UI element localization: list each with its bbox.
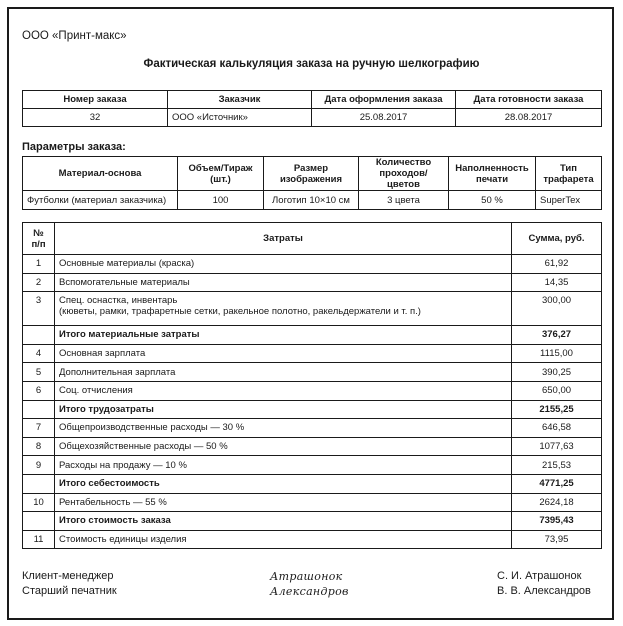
row-number: 6 (23, 381, 55, 400)
header-sum: Сумма, руб. (512, 223, 602, 255)
fill-value: 50 % (449, 191, 536, 210)
row-number: 5 (23, 363, 55, 382)
cost-name-text: Итого трудозатраты (59, 403, 154, 415)
row-number: 8 (23, 437, 55, 456)
row-number: 10 (23, 493, 55, 512)
header-image-size: Размер изображения (264, 157, 359, 191)
cost-sum: 7395,43 (512, 512, 602, 531)
cost-name-text: Общепроизводственные расходы — 30 % (59, 422, 245, 434)
header-number (23, 223, 55, 255)
cost-name (55, 530, 512, 549)
header-number-text: № п/п (31, 227, 46, 250)
material-value: Футболки (материал заказчика) (23, 191, 178, 210)
cost-name-text: Основная зарплата (59, 348, 146, 360)
table-row (23, 255, 602, 274)
cost-sum: 2624,18 (512, 493, 602, 512)
header-passes: Количество проходов/цветов (359, 157, 449, 191)
costs-table-header (23, 223, 602, 255)
cost-name-text: Дополнительная зарплата (59, 366, 176, 378)
table-row (23, 530, 602, 549)
cost-name-text: Соц. отчисления (59, 385, 133, 397)
table-row (23, 273, 602, 292)
cost-sum: 61,92 (512, 255, 602, 274)
header-costs: Затраты (55, 223, 512, 255)
table-row (23, 292, 602, 326)
cost-name (55, 400, 512, 419)
row-number (23, 512, 55, 531)
cost-name-text: Расходы на продажу — 10 % (59, 459, 187, 471)
signature-row-client-manager (22, 570, 592, 586)
header-ready-date: Дата готовности заказа (456, 91, 602, 109)
row-number (23, 326, 55, 345)
row-number: 1 (23, 255, 55, 274)
cost-name-text: Итого материальные затраты (59, 329, 200, 341)
row-number (23, 474, 55, 493)
header-order-number: Номер заказа (23, 91, 168, 109)
cost-name (55, 344, 512, 363)
cost-name (55, 474, 512, 493)
header-order-date: Дата оформления заказа (312, 91, 456, 109)
image-size-value: Логотип 10×10 см (264, 191, 359, 210)
row-number (23, 400, 55, 419)
signatory-name: В. В. Александров (497, 585, 591, 597)
stencil-type-value: SuperTex (536, 191, 602, 210)
cost-name-text: Рентабельность — 55 % (59, 496, 167, 508)
table-row (23, 437, 602, 456)
table-row (23, 381, 602, 400)
signature-role: Клиент-менеджер (22, 570, 114, 582)
cost-name (55, 255, 512, 274)
cost-sum: 650,00 (512, 381, 602, 400)
params-label: Параметры заказа: (22, 141, 126, 153)
customer-name: ООО «Источник» (168, 109, 312, 127)
table-row (23, 456, 602, 475)
cost-sum: 376,27 (512, 326, 602, 345)
row-number: 4 (23, 344, 55, 363)
order-table-header (23, 91, 602, 109)
cost-sum: 2155,25 (512, 400, 602, 419)
header-customer: Заказчик (168, 91, 312, 109)
params-table-row (23, 191, 602, 210)
cost-name-text: Вспомогательные материалы (59, 276, 190, 288)
cost-name (55, 437, 512, 456)
costs-table (22, 222, 602, 549)
total-row (23, 474, 602, 493)
cost-sum: 390,25 (512, 363, 602, 382)
cost-sum: 14,35 (512, 273, 602, 292)
cost-name (55, 273, 512, 292)
header-volume: Объем/Тираж (шт.) (178, 157, 264, 191)
cost-name-text: Стоимость единицы изделия (59, 534, 187, 546)
company-name: ООО «Принт-макс» (22, 30, 127, 42)
signature-role: Старший печатник (22, 585, 117, 597)
order-table (22, 90, 602, 127)
cost-sum: 4771,25 (512, 474, 602, 493)
table-row (23, 363, 602, 382)
cost-name-text: Основные материалы (краска) (59, 258, 195, 270)
ready-date: 28.08.2017 (456, 109, 602, 127)
table-row (23, 493, 602, 512)
order-number: 32 (23, 109, 168, 127)
params-table (22, 156, 602, 210)
cost-sum: 73,95 (512, 530, 602, 549)
row-number: 7 (23, 419, 55, 438)
total-row (23, 400, 602, 419)
document-title: Фактическая калькуляция заказа на ручную шелкографию (143, 58, 480, 70)
handwritten-signature: Атрашонок (270, 570, 343, 583)
row-number: 11 (23, 530, 55, 549)
signatory-name: С. И. Атрашонок (497, 570, 582, 582)
passes-value: 3 цвета (359, 191, 449, 210)
cost-sum: 215,53 (512, 456, 602, 475)
signature-row-senior-printer (22, 585, 592, 601)
cost-sum: 1077,63 (512, 437, 602, 456)
order-table-row (23, 109, 602, 127)
header-fill: Наполненность печати (449, 157, 536, 191)
cost-name (55, 456, 512, 475)
cost-sum: 1115,00 (512, 344, 602, 363)
cost-name (55, 326, 512, 345)
cost-name-text: Итого себестоимость (59, 478, 160, 490)
params-table-header (23, 157, 602, 191)
cost-name (55, 419, 512, 438)
table-row (23, 419, 602, 438)
cost-name-text: Спец. оснастка, инвентарь (59, 295, 178, 307)
cost-sum: 646,58 (512, 419, 602, 438)
handwritten-signature: Александров (270, 585, 349, 598)
cost-name (55, 363, 512, 382)
cost-sum: 300,00 (512, 292, 602, 326)
row-number: 3 (23, 292, 55, 326)
total-row (23, 326, 602, 345)
cost-name (55, 493, 512, 512)
cost-name-detail: (кюветы, рамки, трафаретные сетки, ракельное полотно, ракельдержатели и т. п.) (59, 306, 421, 318)
header-stencil-type: Тип трафарета (536, 157, 602, 191)
cost-name-text: Общехозяйственные расходы — 50 % (59, 441, 228, 453)
total-row (23, 512, 602, 531)
row-number: 2 (23, 273, 55, 292)
volume-value: 100 (178, 191, 264, 210)
costs-table-body (23, 255, 602, 549)
order-date: 25.08.2017 (312, 109, 456, 127)
cost-name-text: Итого стоимость заказа (59, 515, 171, 527)
header-material: Материал-основа (23, 157, 178, 191)
table-row (23, 344, 602, 363)
cost-name (55, 381, 512, 400)
cost-name (55, 512, 512, 531)
cost-name (55, 292, 512, 326)
row-number: 9 (23, 456, 55, 475)
